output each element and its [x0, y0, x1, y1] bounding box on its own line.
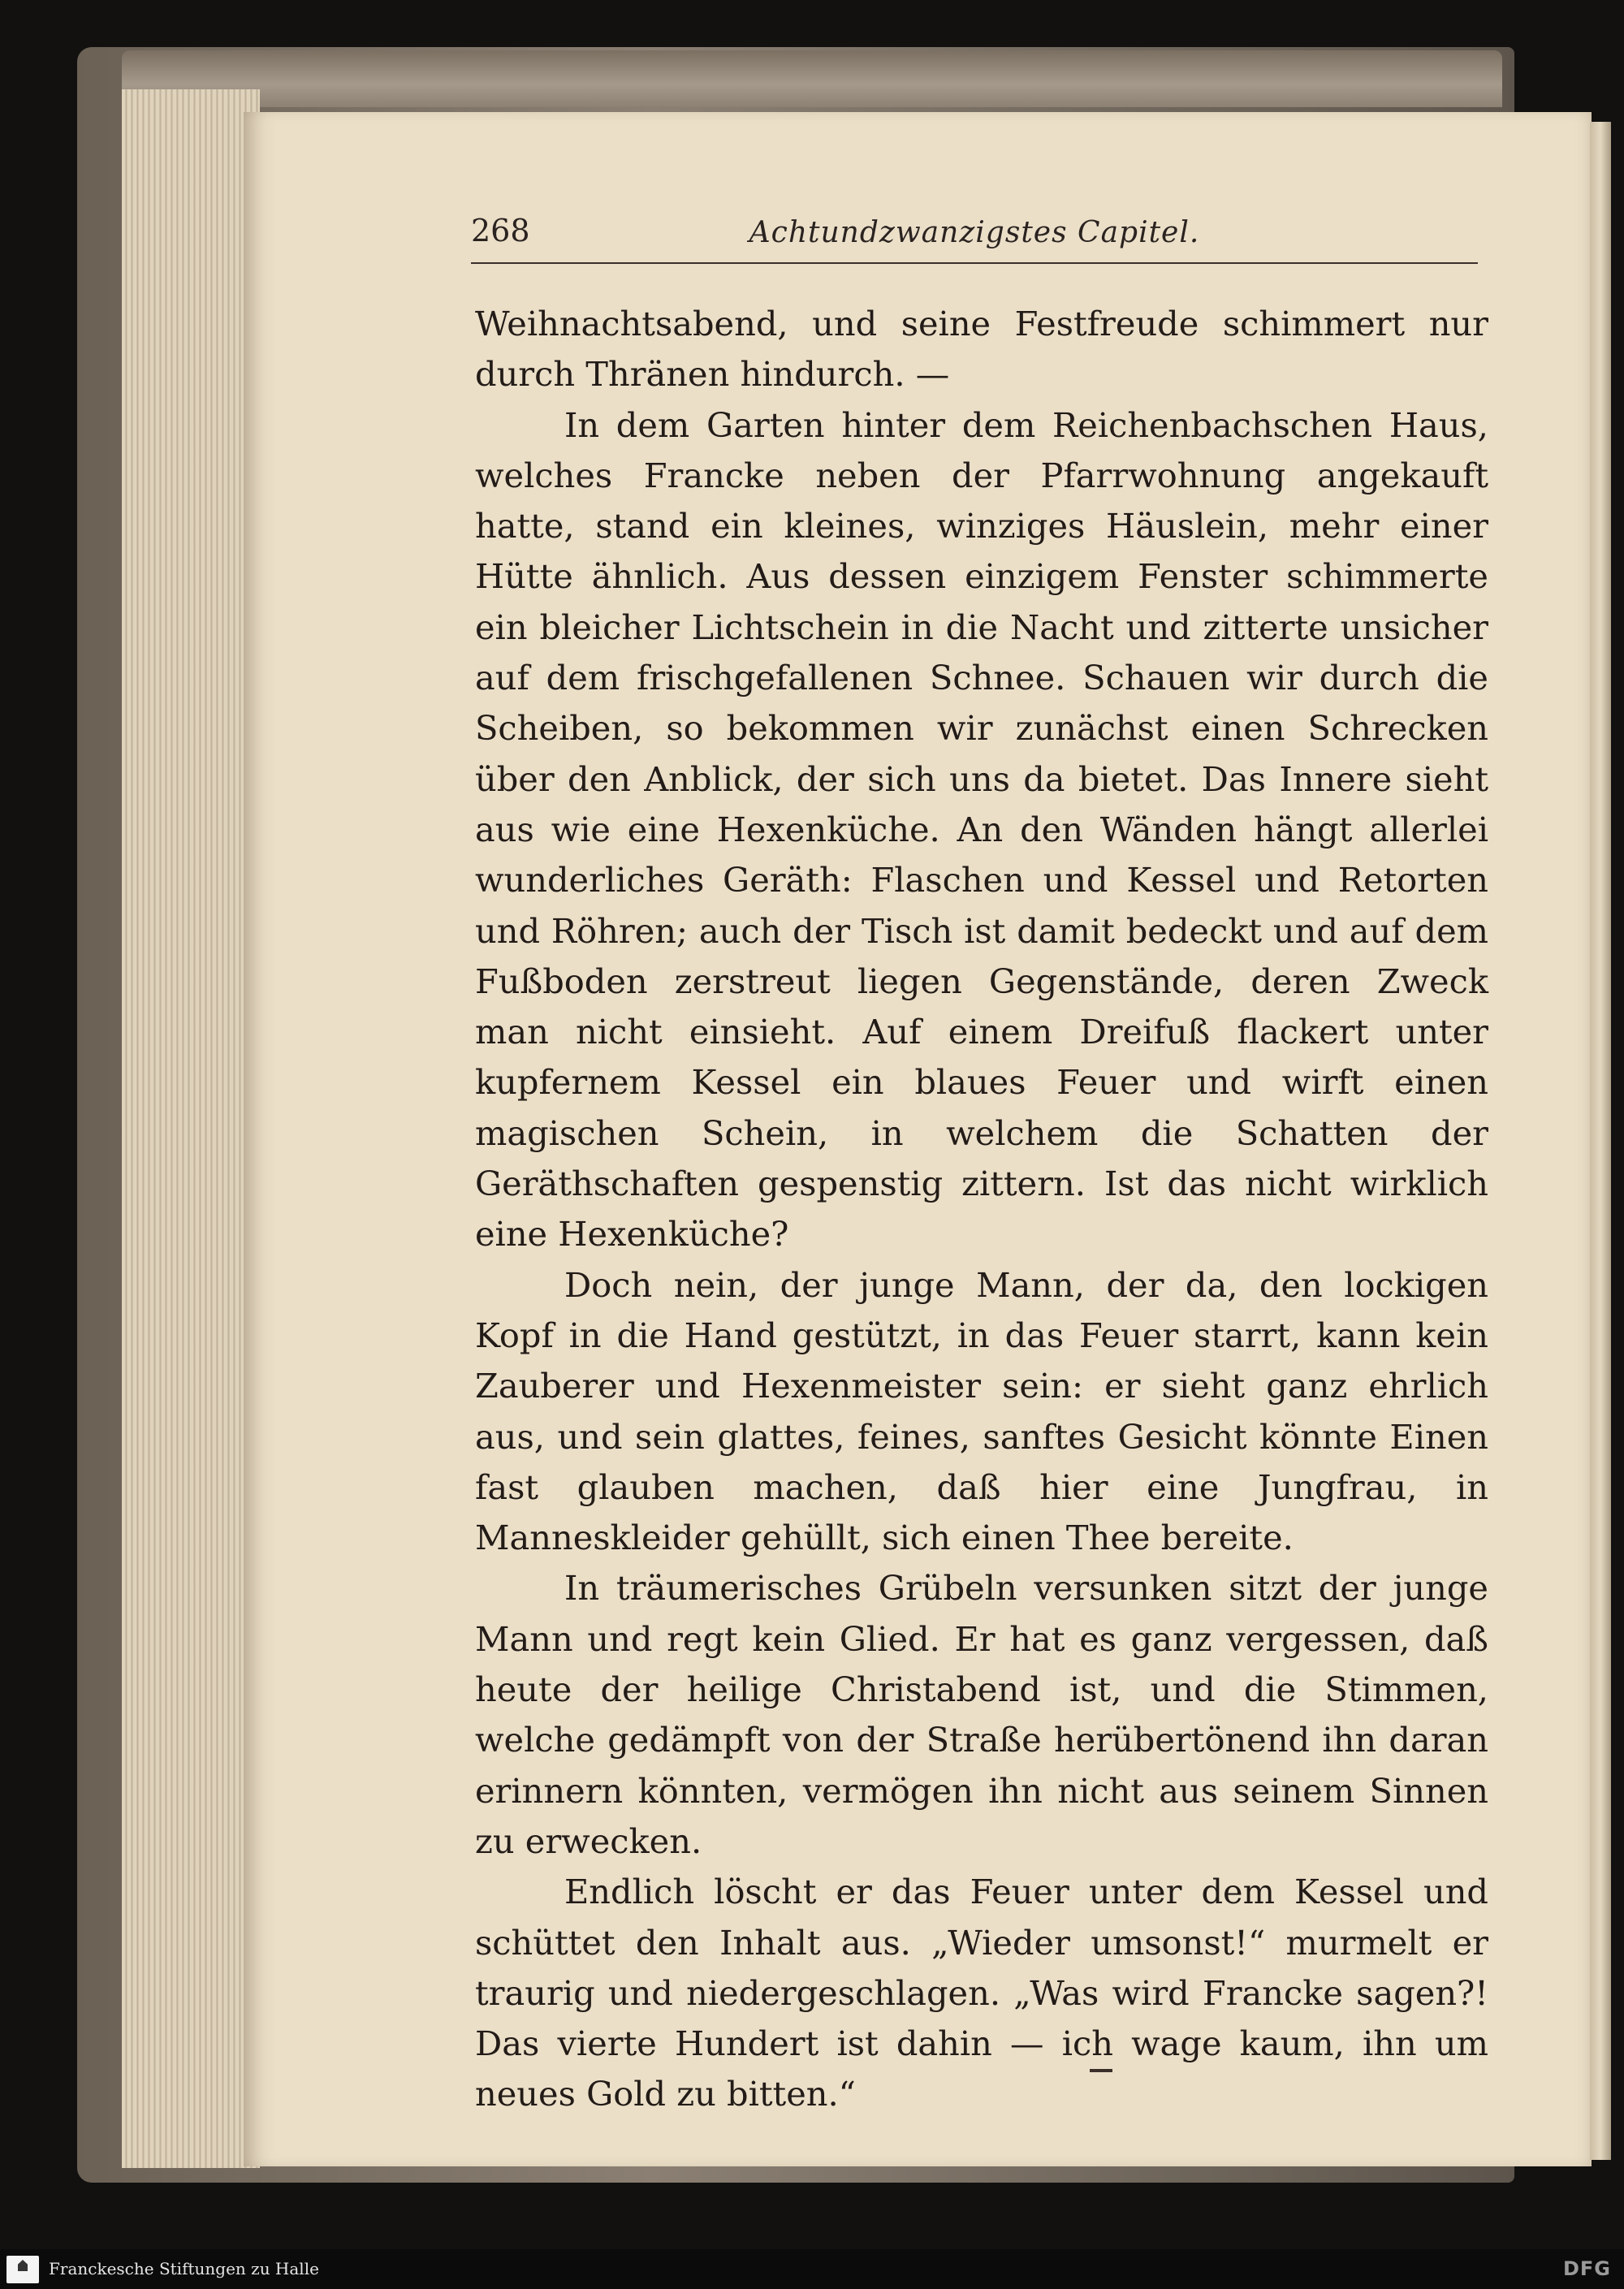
page-right-edge [1590, 122, 1611, 2160]
chapter-title: Achtundzwanzigstes Capitel. [749, 216, 1200, 249]
header-rule [471, 262, 1478, 264]
signature-mark [1090, 2069, 1112, 2072]
paragraph-2: In dem Garten hinter dem Reichenbachschen Haus, welches Francke neben der Pfarrwohnung angekauft hatte, stand ein kleines, winziges Häuslein, mehr einer Hütte ähnlich. Aus dessen einzigem Fenster schimmerte ein bleicher Lichtschein in die Nacht und zitterte unsicher auf dem frischgefallenen Schnee. Schauen wir durch die Scheiben, so bekommen wir zunächst einen Schrecken über den Anblick, der sich uns da bietet. Das Innere sieht aus wie eine Hexenküche. An den Wänden hängt allerlei wunderliches Geräth: Flaschen und Kessel und Retorten und Röhren; auch der Tisch ist damit bedeckt und auf dem Fußboden zerstreut liegen Gegenstände, deren Zweck man nicht einsieht. Auf einem Dreifuß flackert unter kupfernem Kessel ein blaues Feuer und wirft einen magischen Schein, in welchem die Schatten der Geräthschaften gespenstig zittern. Ist das nicht wirklich eine Hexenküche? [475, 404, 1488, 1255]
funder-logo: DFG [1562, 2257, 1611, 2280]
institution-logo-icon [6, 2256, 39, 2283]
book-top-edge [122, 50, 1502, 107]
viewer-footer [0, 2249, 1624, 2289]
paragraph-5: Endlich löscht er das Feuer unter dem Kessel und schüttet den Inhalt aus. „Wieder umsonst!“ murmelt er traurig und niedergeschlagen. „Was wird Francke sagen?! Das vierte Hundert ist dahin — ich wage kaum, ihn um neues Gold zu bitten.“ [475, 1872, 1488, 2114]
body-text [475, 299, 1488, 2120]
paragraph-4: In träumerisches Grübeln versunken sitzt der junge Mann und regt kein Glied. Er hat es ganz vergessen, daß heute der heilige Christabend ist, und die Stimmen, welche gedämpft von der Straße herübertönend ihn daran erinnern könnten, vermögen ihn nicht aus seinem Sinnen zu erwecken. [475, 1568, 1488, 1861]
running-header [471, 213, 1478, 261]
page-number: 268 [471, 213, 530, 248]
institution-name: Franckesche Stiftungen zu Halle [49, 2259, 319, 2278]
paragraph-3: Doch nein, der junge Mann, der da, den lockigen Kopf in die Hand gestützt, in das Feuer starrt, kann kein Zauberer und Hexenmeister sein: er sieht ganz ehrlich aus, und sein glattes, feines, sanftes Gesicht könnte Einen fast glauben machen, daß hier eine Jungfrau, in Manneskleider gehüllt, sich einen Thee bereite. [475, 1264, 1488, 1558]
paragraph-1: Weihnachtsabend, und seine Festfreude schimmert nur durch Thränen hindurch. — [475, 304, 1488, 395]
page-stack-edge [122, 89, 260, 2168]
